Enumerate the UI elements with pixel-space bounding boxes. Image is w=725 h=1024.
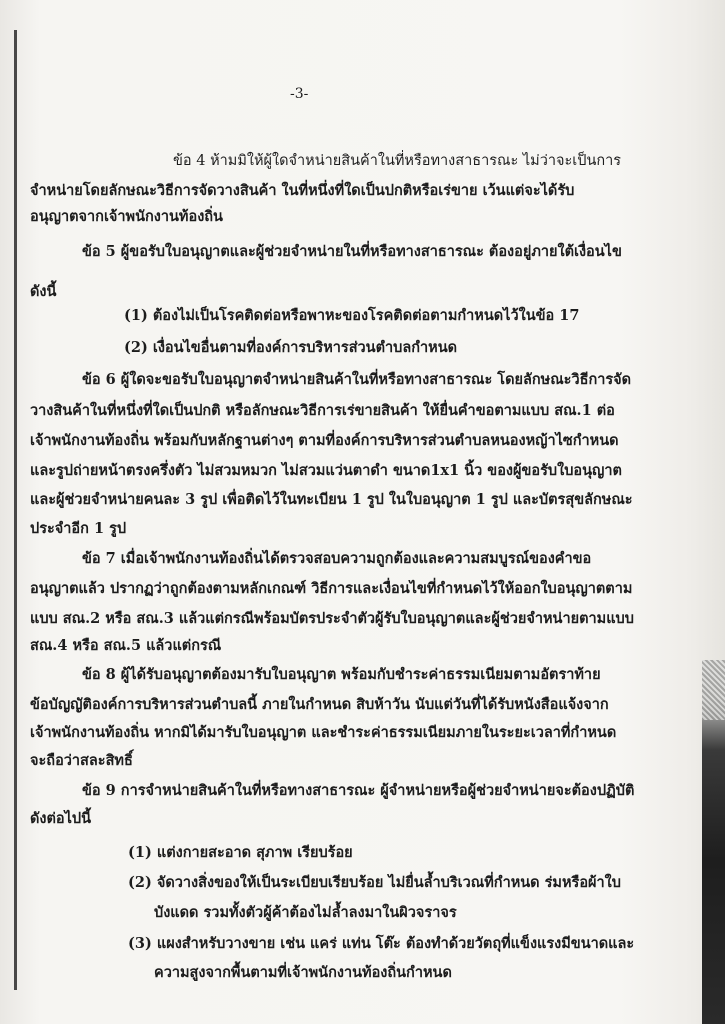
- article-8-line-4: จะถือว่าสละสิทธิ์: [30, 752, 133, 769]
- article-9-line-2: ดังต่อไปนี้: [30, 810, 92, 827]
- page-number: -3-: [290, 86, 309, 102]
- article-6-line-4: และรูปถ่ายหน้าตรงครึ่งตัว ไม่สวมหมวก ไม่สวมแว่นตาดำ ขนาด1x1 นิ้ว ของผู้ขอรับใบอนุญาต: [30, 462, 622, 479]
- article-5-item-1: (1) ต้องไม่เป็นโรคติดต่อหรือพาหะของโรคติดต่อตามกำหนดไว้ในข้อ 17: [124, 307, 580, 324]
- background-pattern: [702, 660, 725, 720]
- article-7-line-3: แบบ สณ.2 หรือ สณ.3 แล้วแต่กรณีพร้อมบัตรประจำตัวผู้รับใบอนุญาตและผู้ช่วยจำหน่ายตามแบบ: [30, 610, 634, 627]
- edge-mark: [712, 270, 722, 310]
- article-5-line-2: ดังนี้: [30, 283, 57, 300]
- binding-shadow: [14, 30, 17, 990]
- article-9-item-2: (2) จัดวางสิ่งของให้เป็นระเบียบเรียบร้อย ไม่ยื่นล้ำบริเวณที่กำหนด ร่มหรือผ้าใบ: [128, 874, 621, 891]
- article-4-line-2: จำหน่ายโดยลักษณะวิธีการจัดวางสินค้า ในที่หนึ่งที่ใดเป็นปกติหรือเร่ขาย เว้นแต่จะได้รับ: [30, 182, 575, 199]
- article-9-item-2-cont: บังแดด รวมทั้งตัวผู้ค้าต้องไม่ล้ำลงมาในผิวจราจร: [154, 904, 457, 921]
- article-6-line-2: วางสินค้าในที่หนึ่งที่ใดเป็นปกติ หรือลักษณะวิธีการเร่ขายสินค้า ให้ยื่นคำขอตามแบบ สณ.1 ต่อ: [30, 402, 615, 419]
- article-9-item-3-cont: ความสูงจากพื้นตามที่เจ้าพนักงานท้องถิ่นกำหนด: [154, 964, 452, 981]
- article-5-item-2: (2) เงื่อนไขอื่นตามที่องค์การบริหารส่วนตำบลกำหนด: [124, 339, 458, 356]
- article-6-line-3: เจ้าพนักงานท้องถิ่น พร้อมกับหลักฐานต่างๆ ตามที่องค์การบริหารส่วนตำบลหนองหญ้าไซกำหนด: [30, 432, 619, 449]
- article-7-line-2: อนุญาตแล้ว ปรากฏว่าถูกต้องตามหลักเกณฑ์ วิธีการและเงื่อนไขที่กำหนดไว้ให้ออกใบอนุญาตตาม: [30, 580, 633, 597]
- article-7-line-4: สณ.4 หรือ สณ.5 แล้วแต่กรณี: [30, 637, 222, 654]
- article-8-line-1: ข้อ 8 ผู้ได้รับอนุญาตต้องมารับใบอนุญาต พร้อมกับชำระค่าธรรมเนียมตามอัตราท้าย: [82, 666, 601, 683]
- article-6-line-1: ข้อ 6 ผู้ใดจะขอรับใบอนุญาตจำหน่ายสินค้าในที่หรือทางสาธารณะ โดยลักษณะวิธีการจัด: [82, 371, 632, 388]
- article-6-line-5: และผู้ช่วยจำหน่ายคนละ 3 รูป เพื่อติดไว้ในทะเบียน 1 รูป ในใบอนุญาต 1 รูป และบัตรสุขลักษณะ: [30, 491, 633, 508]
- article-7-line-1: ข้อ 7 เมื่อเจ้าพนักงานท้องถิ่นได้ตรวจสอบความถูกต้องและความสมบูรณ์ของคำขอ: [82, 550, 592, 567]
- article-8-line-3: เจ้าพนักงานท้องถิ่น หากมิได้มารับใบอนุญาต และชำระค่าธรรมเนียมภายในระยะเวลาที่กำหนด: [30, 724, 617, 741]
- article-8-line-2: ข้อบัญญัติองค์การบริหารส่วนตำบลนี้ ภายในกำหนด สิบห้าวัน นับแต่วันที่ได้รับหนังสือแจ้งจาก: [30, 696, 609, 713]
- article-9-item-1: (1) แต่งกายสะอาด สุภาพ เรียบร้อย: [128, 844, 353, 861]
- article-9-line-1: ข้อ 9 การจำหน่ายสินค้าในที่หรือทางสาธารณะ ผู้จำหน่ายหรือผู้ช่วยจำหน่ายจะต้องปฏิบัติ: [82, 782, 635, 799]
- article-5-line-1: ข้อ 5 ผู้ขอรับใบอนุญาตและผู้ช่วยจำหน่ายในที่หรือทางสาธารณะ ต้องอยู่ภายใต้เงื่อนไข: [82, 243, 622, 260]
- article-6-line-6: ประจำอีก 1 รูป: [30, 520, 127, 537]
- article-9-item-3: (3) แผงสำหรับวางขาย เช่น แคร่ แท่น โต๊ะ ต้องทำด้วยวัตถุที่แข็งแรงมีขนาดและ: [128, 935, 635, 952]
- article-4-line-1: ข้อ 4 ห้ามมิให้ผู้ใดจำหน่ายสินค้าในที่หรือทางสาธารณะ ไม่ว่าจะเป็นการ: [173, 153, 622, 169]
- article-4-line-3: อนุญาตจากเจ้าพนักงานท้องถิ่น: [30, 208, 223, 225]
